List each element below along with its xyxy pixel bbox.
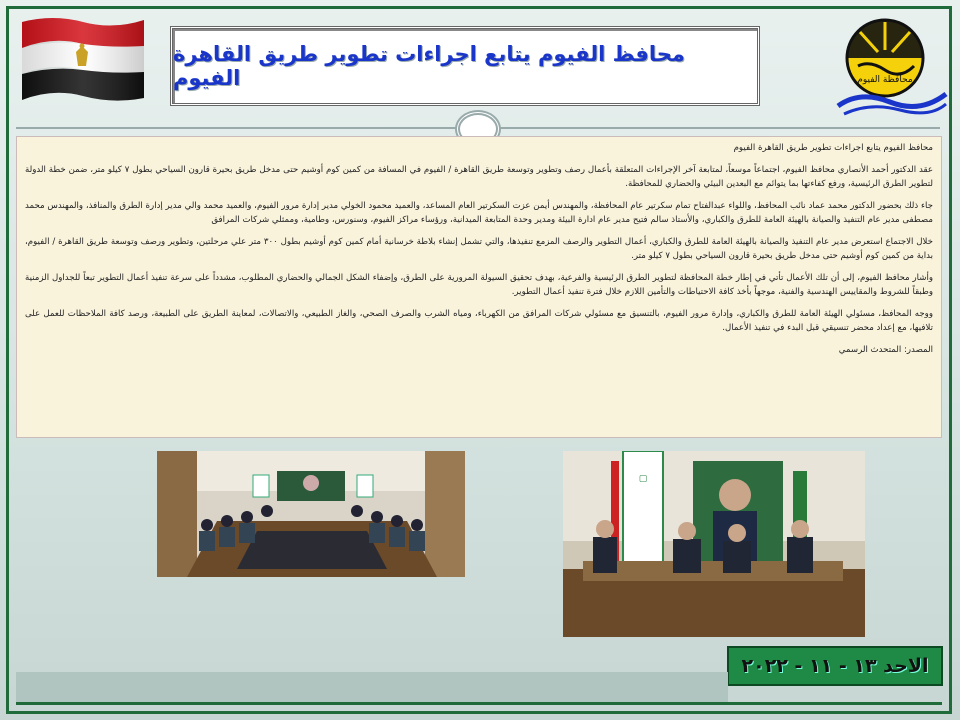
article-body <box>16 136 942 438</box>
article-paragraph: وأشار محافظ الفيوم، إلى أن تلك الأعمال تأتي في إطار خطة المحافظة لتطوير الطرق الرئيسية والفرعية، بهدف تحقيق السيولة المرورية على الطرق، وإضفاء الشكل الجمالي والحضاري المطلوب، مشدداً على سرعة تنفيذ أعمال التطوير تبعاً للجداول الزمنية وطبقاً للشروط والمقاييس الهندسية والفنية، موجهاً بأخذ كافة الاحتياطات والتأمين اللازم خلال فترة تنفيذ أعمال التطوير. <box>25 273 933 297</box>
egypt-flag-icon <box>18 14 148 104</box>
svg-text:▢: ▢ <box>638 474 648 484</box>
article-paragraph: عقد الدكتور أحمد الأنصاري محافظ الفيوم، اجتماعاً موسعاً، لمتابعة آخر الإجراءات المتعلقة بأعمال رصف وتطوير وتوسعة طريق القاهرة / الفيوم في المسافة من كمين كوم أوشيم حتى مدخل طريق بحيرة قارون السياحي بطول ٧ كيلو متر، ضمن خطة الدولة لتطوير الطرق الرئيسية، ورفع كفاءتها بما يتوائم مع البعدين البيئي والحضاري للمحافظة. <box>25 165 933 189</box>
article-source: المصدر: المتحدث الرسمي <box>838 345 933 355</box>
article-paragraph: خلال الاجتماع استعرض مدير عام التنفيذ والصيانة بالهيئة العامة للطرق والكباري، أعمال التطوير والرصف المزمع تنفيذها، والتي تشمل إنشاء بلاطة خرسانية أمام كمين كوم أوشيم بطول ٣٠٠ متر علي مرحلتين، وتطوير ورصف وتوسعة طريق القاهرة / الفيوم، بداية من كمين كوم أوشيم حتى مدخل طريق بحيرة قارون السياحي بطول ٧ كيلو متر. <box>25 237 933 261</box>
article-paragraph: ووجه المحافظ، مسئولي الهيئة العامة للطرق والكباري، وإدارة مرور الفيوم، بالتنسيق مع مسئولي شركات المرافق من الكهرباء، ومياه الشرب والصرف الصحي، والغاز الطبيعي، والاتصالات، لمعاينة الطريق على الطبيعة، ورصد كافة الملاحظات للعمل على تلافيها، مع إعداد محضر تنسيقي قبل البدء في تنفيذ الأعمال. <box>25 309 933 333</box>
date-text: الاحد ١٣ - ١١ - ٢٠٢٢ <box>741 655 929 677</box>
article-paragraph: جاء ذلك بحضور الدكتور محمد عماد نائب المحافظ، واللواء عبدالفتاح تمام سكرتير عام المحافظة، والمهندس أيمن عزت السكرتير العام المساعد، والعميد محمود الخولي مدير إدارة مرور الفيوم، والعميد محمد والي مدير إدارة الطرق والمنافذ، والمهندس محمد مصطفى مدير عام التنفيذ والصيانة بالهيئة العامة للطرق والكباري، والأستاذ سالم فتيح مدير عام ادارة البيئة ومدير وحدة المتابعة الميدانية، ورؤساء مراكز الفيوم، وسنورس، وطامية، وممثلي شركات المرافق <box>25 201 933 225</box>
fayoum-governorate-logo-icon <box>830 10 950 120</box>
article-heading: محافظ الفيوم يتابع اجراءات تطوير طريق القاهرة الفيوم <box>733 143 933 153</box>
bottom-line <box>16 702 942 705</box>
bottom-bar <box>16 672 728 702</box>
svg-text:محافظة الفيوم: محافظة الفيوم <box>857 75 913 85</box>
officials-photo <box>563 451 865 637</box>
date-banner <box>727 646 943 686</box>
headline-title: محافظ الفيوم يتابع اجراءات تطوير طريق القاهرة الفيوم <box>173 42 685 90</box>
meeting-room-photo <box>157 451 465 577</box>
headline-box <box>170 26 760 106</box>
